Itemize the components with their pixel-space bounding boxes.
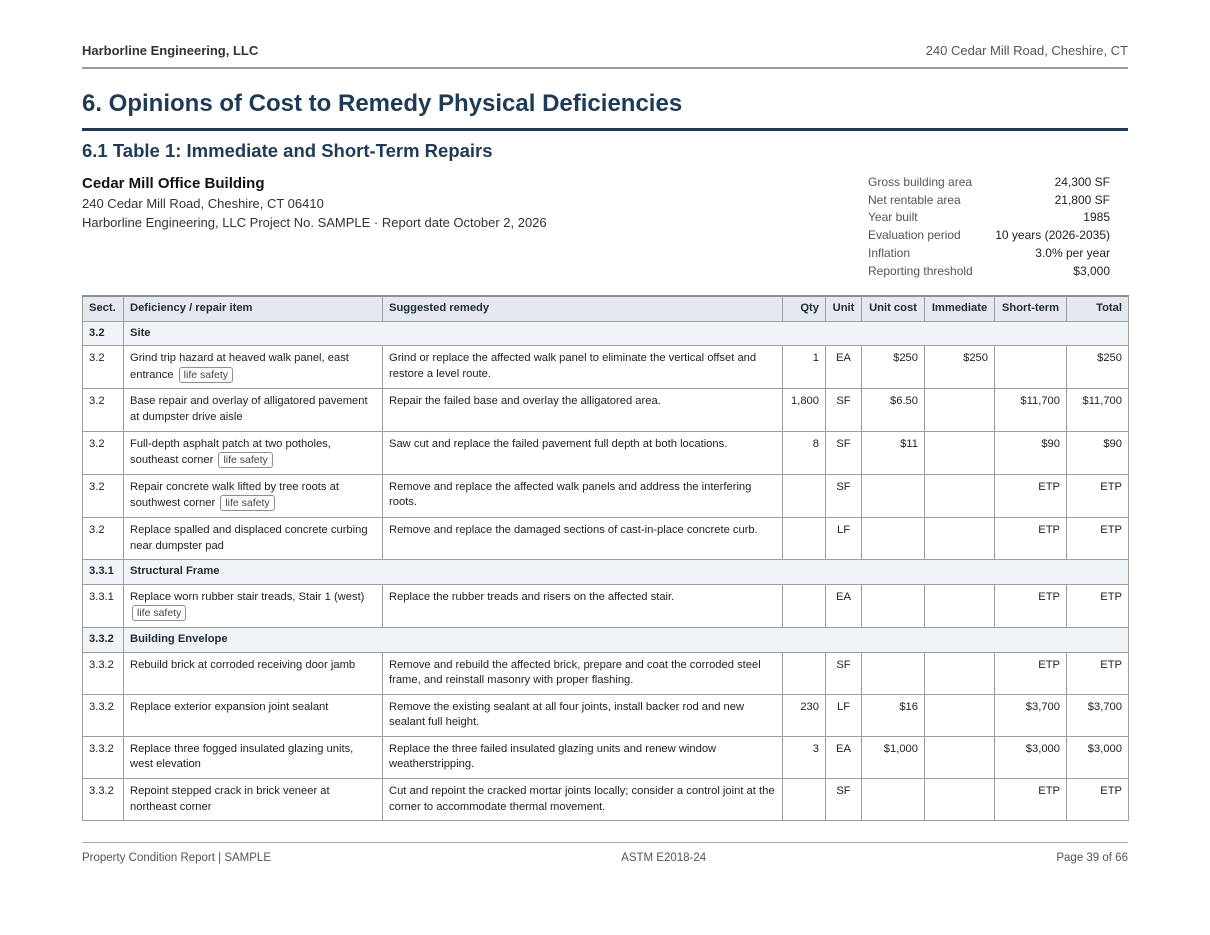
cell-unit: SF (826, 779, 862, 821)
group-row (83, 627, 1129, 652)
table-row (83, 584, 1129, 627)
cell-short-term: ETP (995, 779, 1067, 821)
fact-row (868, 174, 1110, 192)
group-name: Site (124, 321, 1129, 346)
cell-sect: 3.2 (83, 346, 124, 389)
section-title: 6. Opinions of Cost to Remedy Physical Deficiencies (82, 88, 1128, 131)
fact-value: 24,300 SF (1054, 175, 1110, 189)
cell-total: ETP (1067, 517, 1129, 559)
cell-remedy: Replace the rubber treads and risers on the affected stair. (383, 584, 783, 627)
cell-unit-cost: $16 (862, 694, 925, 736)
cell-item (124, 517, 383, 559)
cell-immediate (925, 517, 995, 559)
repairs-table (82, 295, 1129, 821)
cell-qty (783, 652, 826, 694)
cell-sect: 3.2 (83, 431, 124, 474)
cell-item (124, 389, 383, 431)
cell-immediate (925, 431, 995, 474)
table-row (83, 694, 1129, 736)
cell-item (124, 779, 383, 821)
life-safety-badge: life safety (179, 367, 233, 383)
firm-name: Harborline Engineering, LLC (82, 43, 259, 58)
cell-short-term: ETP (995, 652, 1067, 694)
fact-row (868, 227, 1110, 245)
fact-label: Net rentable area (868, 192, 961, 207)
cell-unit-cost: $1,000 (862, 736, 925, 778)
item-text: Replace three fogged insulated glazing units, west elevation (130, 742, 354, 771)
table-row (83, 389, 1129, 431)
life-safety-badge: life safety (220, 495, 274, 511)
cell-total: ETP (1067, 584, 1129, 627)
cell-unit: EA (826, 346, 862, 389)
cell-unit: EA (826, 736, 862, 778)
cell-short-term: $3,700 (995, 694, 1067, 736)
cell-sect: 3.2 (83, 474, 124, 517)
cell-unit: SF (826, 652, 862, 694)
group-sect: 3.2 (83, 321, 124, 346)
cell-remedy: Remove and rebuild the affected brick, prepare and coat the corroded steel frame, and reinstall masonry with proper flashing. (383, 652, 783, 694)
cell-total: $11,700 (1067, 389, 1129, 431)
cell-qty (783, 584, 826, 627)
property-facts (868, 174, 1110, 280)
table-row (83, 431, 1129, 474)
cell-immediate (925, 652, 995, 694)
fact-label: Year built (868, 210, 918, 225)
item-text: Full-depth asphalt patch at two potholes, southeast corner (130, 437, 331, 467)
item-text: Repoint stepped crack in brick veneer at northeast corner (130, 785, 330, 813)
col-unit-cost: Unit cost (862, 296, 925, 321)
cell-sect: 3.2 (83, 389, 124, 431)
fact-row (868, 245, 1110, 263)
cell-sect: 3.3.2 (83, 779, 124, 821)
cell-sect: 3.3.2 (83, 736, 124, 778)
cell-total: $250 (1067, 346, 1129, 389)
cell-item (124, 736, 383, 778)
cell-immediate (925, 694, 995, 736)
fact-value: 1985 (1083, 210, 1110, 225)
cell-short-term: $11,700 (995, 389, 1067, 431)
cell-item (124, 346, 383, 389)
cell-unit: SF (826, 389, 862, 431)
fact-value: 10 years (2026-2035) (995, 228, 1110, 243)
item-text: Replace worn rubber stair treads, Stair 1 (west) (130, 590, 365, 603)
cell-qty: 1,800 (783, 389, 826, 431)
group-sect: 3.3.1 (83, 560, 124, 585)
cell-unit: LF (826, 694, 862, 736)
cell-unit: LF (826, 517, 862, 559)
cell-unit-cost (862, 517, 925, 559)
col-remedy: Suggested remedy (383, 296, 783, 321)
cell-qty: 1 (783, 346, 826, 389)
table-title: 6.1 Table 1: Immediate and Short-Term Repairs (82, 140, 493, 161)
footer-left: Property Condition Report | SAMPLE (82, 852, 271, 864)
cell-unit: SF (826, 474, 862, 517)
cell-immediate (925, 779, 995, 821)
cell-qty (783, 517, 826, 559)
table-header-row (83, 296, 1129, 321)
cell-total: ETP (1067, 652, 1129, 694)
cell-remedy: Grind or replace the affected walk panel to eliminate the vertical offset and restore a level route. (383, 346, 783, 389)
cell-qty: 3 (783, 736, 826, 778)
cell-unit-cost: $250 (862, 346, 925, 389)
cell-immediate (925, 389, 995, 431)
table-row (83, 517, 1129, 559)
header-address: 240 Cedar Mill Road, Cheshire, CT (925, 43, 1128, 58)
cell-item (124, 584, 383, 627)
item-text: Rebuild brick at corroded receiving door jamb (130, 658, 356, 671)
cell-short-term: $90 (995, 431, 1067, 474)
cell-total: $3,700 (1067, 694, 1129, 736)
cell-total: $3,000 (1067, 736, 1129, 778)
cell-remedy: Cut and repoint the cracked mortar joints locally; consider a control joint at the corner to accommodate thermal movement. (383, 779, 783, 821)
cell-unit-cost (862, 779, 925, 821)
cell-unit-cost: $11 (862, 431, 925, 474)
fact-row (868, 209, 1110, 227)
fact-label: Reporting threshold (868, 263, 973, 278)
property-name: Cedar Mill Office Building (82, 175, 265, 192)
col-qty: Qty (783, 296, 826, 321)
cell-remedy: Remove and replace the damaged sections of cast-in-place concrete curb. (383, 517, 783, 559)
footer-center: ASTM E2018-24 (621, 852, 707, 864)
cell-item (124, 474, 383, 517)
cell-unit-cost (862, 474, 925, 517)
cell-short-term (995, 346, 1067, 389)
page-footer (82, 842, 1128, 864)
table-row (83, 474, 1129, 517)
cell-short-term: ETP (995, 517, 1067, 559)
cell-immediate (925, 584, 995, 627)
fact-label: Inflation (868, 245, 911, 260)
table-row (83, 346, 1129, 389)
cell-immediate: $250 (925, 346, 995, 389)
group-name: Building Envelope (124, 627, 1129, 652)
col-short-term: Short-term (995, 296, 1067, 321)
item-text: Replace exterior expansion joint sealant (130, 700, 329, 713)
cell-short-term: ETP (995, 474, 1067, 517)
cell-qty (783, 779, 826, 821)
cell-unit: SF (826, 431, 862, 474)
col-immediate: Immediate (925, 296, 995, 321)
cell-unit-cost (862, 584, 925, 627)
col-unit: Unit (826, 296, 862, 321)
cell-immediate (925, 474, 995, 517)
cell-item (124, 431, 383, 474)
fact-value: $3,000 (1073, 263, 1110, 278)
col-sect: Sect. (83, 296, 124, 321)
cell-qty: 8 (783, 431, 826, 474)
fact-value: 3.0% per year (1035, 245, 1110, 260)
cell-sect: 3.3.1 (83, 584, 124, 627)
item-text: Base repair and overlay of alligatored pavement at dumpster drive aisle (130, 395, 368, 423)
cell-immediate (925, 736, 995, 778)
cell-short-term: ETP (995, 584, 1067, 627)
cell-sect: 3.3.2 (83, 652, 124, 694)
table-row (83, 779, 1129, 821)
life-safety-badge: life safety (132, 605, 186, 621)
cell-remedy: Repair the failed base and overlay the alligatored area. (383, 389, 783, 431)
running-header (82, 43, 1128, 69)
fact-row (868, 192, 1110, 210)
project-line: Harborline Engineering, LLC Project No. SAMPLE · Report date October 2, 2026 (82, 215, 547, 230)
cell-total: ETP (1067, 474, 1129, 517)
table-row (83, 652, 1129, 694)
item-text: Replace spalled and displaced concrete curbing near dumpster pad (130, 523, 368, 552)
cell-sect: 3.3.2 (83, 694, 124, 736)
cell-remedy: Remove and replace the affected walk panels and address the interfering roots. (383, 474, 783, 517)
cell-remedy: Remove the existing sealant at all four joints, install backer rod and new sealant full height. (383, 694, 783, 736)
cell-unit-cost (862, 652, 925, 694)
group-sect: 3.3.2 (83, 627, 124, 652)
item-text: Repair concrete walk lifted by tree roots at southwest corner (130, 480, 339, 510)
col-item: Deficiency / repair item (124, 296, 383, 321)
property-block (82, 174, 547, 232)
fact-label: Evaluation period (868, 228, 961, 243)
fact-row (868, 263, 1110, 281)
group-name: Structural Frame (124, 560, 1129, 585)
cell-item (124, 652, 383, 694)
col-total: Total (1067, 296, 1129, 321)
table-row (83, 736, 1129, 778)
cell-short-term: $3,000 (995, 736, 1067, 778)
cell-total: $90 (1067, 431, 1129, 474)
cell-total: ETP (1067, 779, 1129, 821)
cell-qty (783, 474, 826, 517)
footer-right: Page 39 of 66 (1056, 852, 1128, 864)
cell-unit-cost: $6.50 (862, 389, 925, 431)
item-text: Grind trip hazard at heaved walk panel, east entrance (130, 352, 349, 381)
cell-remedy: Replace the three failed insulated glazing units and renew window weatherstripping. (383, 736, 783, 778)
fact-value: 21,800 SF (1054, 192, 1110, 207)
fact-label: Gross building area (868, 175, 973, 189)
group-row (83, 321, 1129, 346)
cell-sect: 3.2 (83, 517, 124, 559)
cell-item (124, 694, 383, 736)
cell-qty: 230 (783, 694, 826, 736)
cell-unit: EA (826, 584, 862, 627)
group-row (83, 560, 1129, 585)
cell-remedy: Saw cut and replace the failed pavement full depth at both locations. (383, 431, 783, 474)
life-safety-badge: life safety (218, 452, 272, 468)
property-address: 240 Cedar Mill Road, Cheshire, CT 06410 (82, 196, 324, 211)
